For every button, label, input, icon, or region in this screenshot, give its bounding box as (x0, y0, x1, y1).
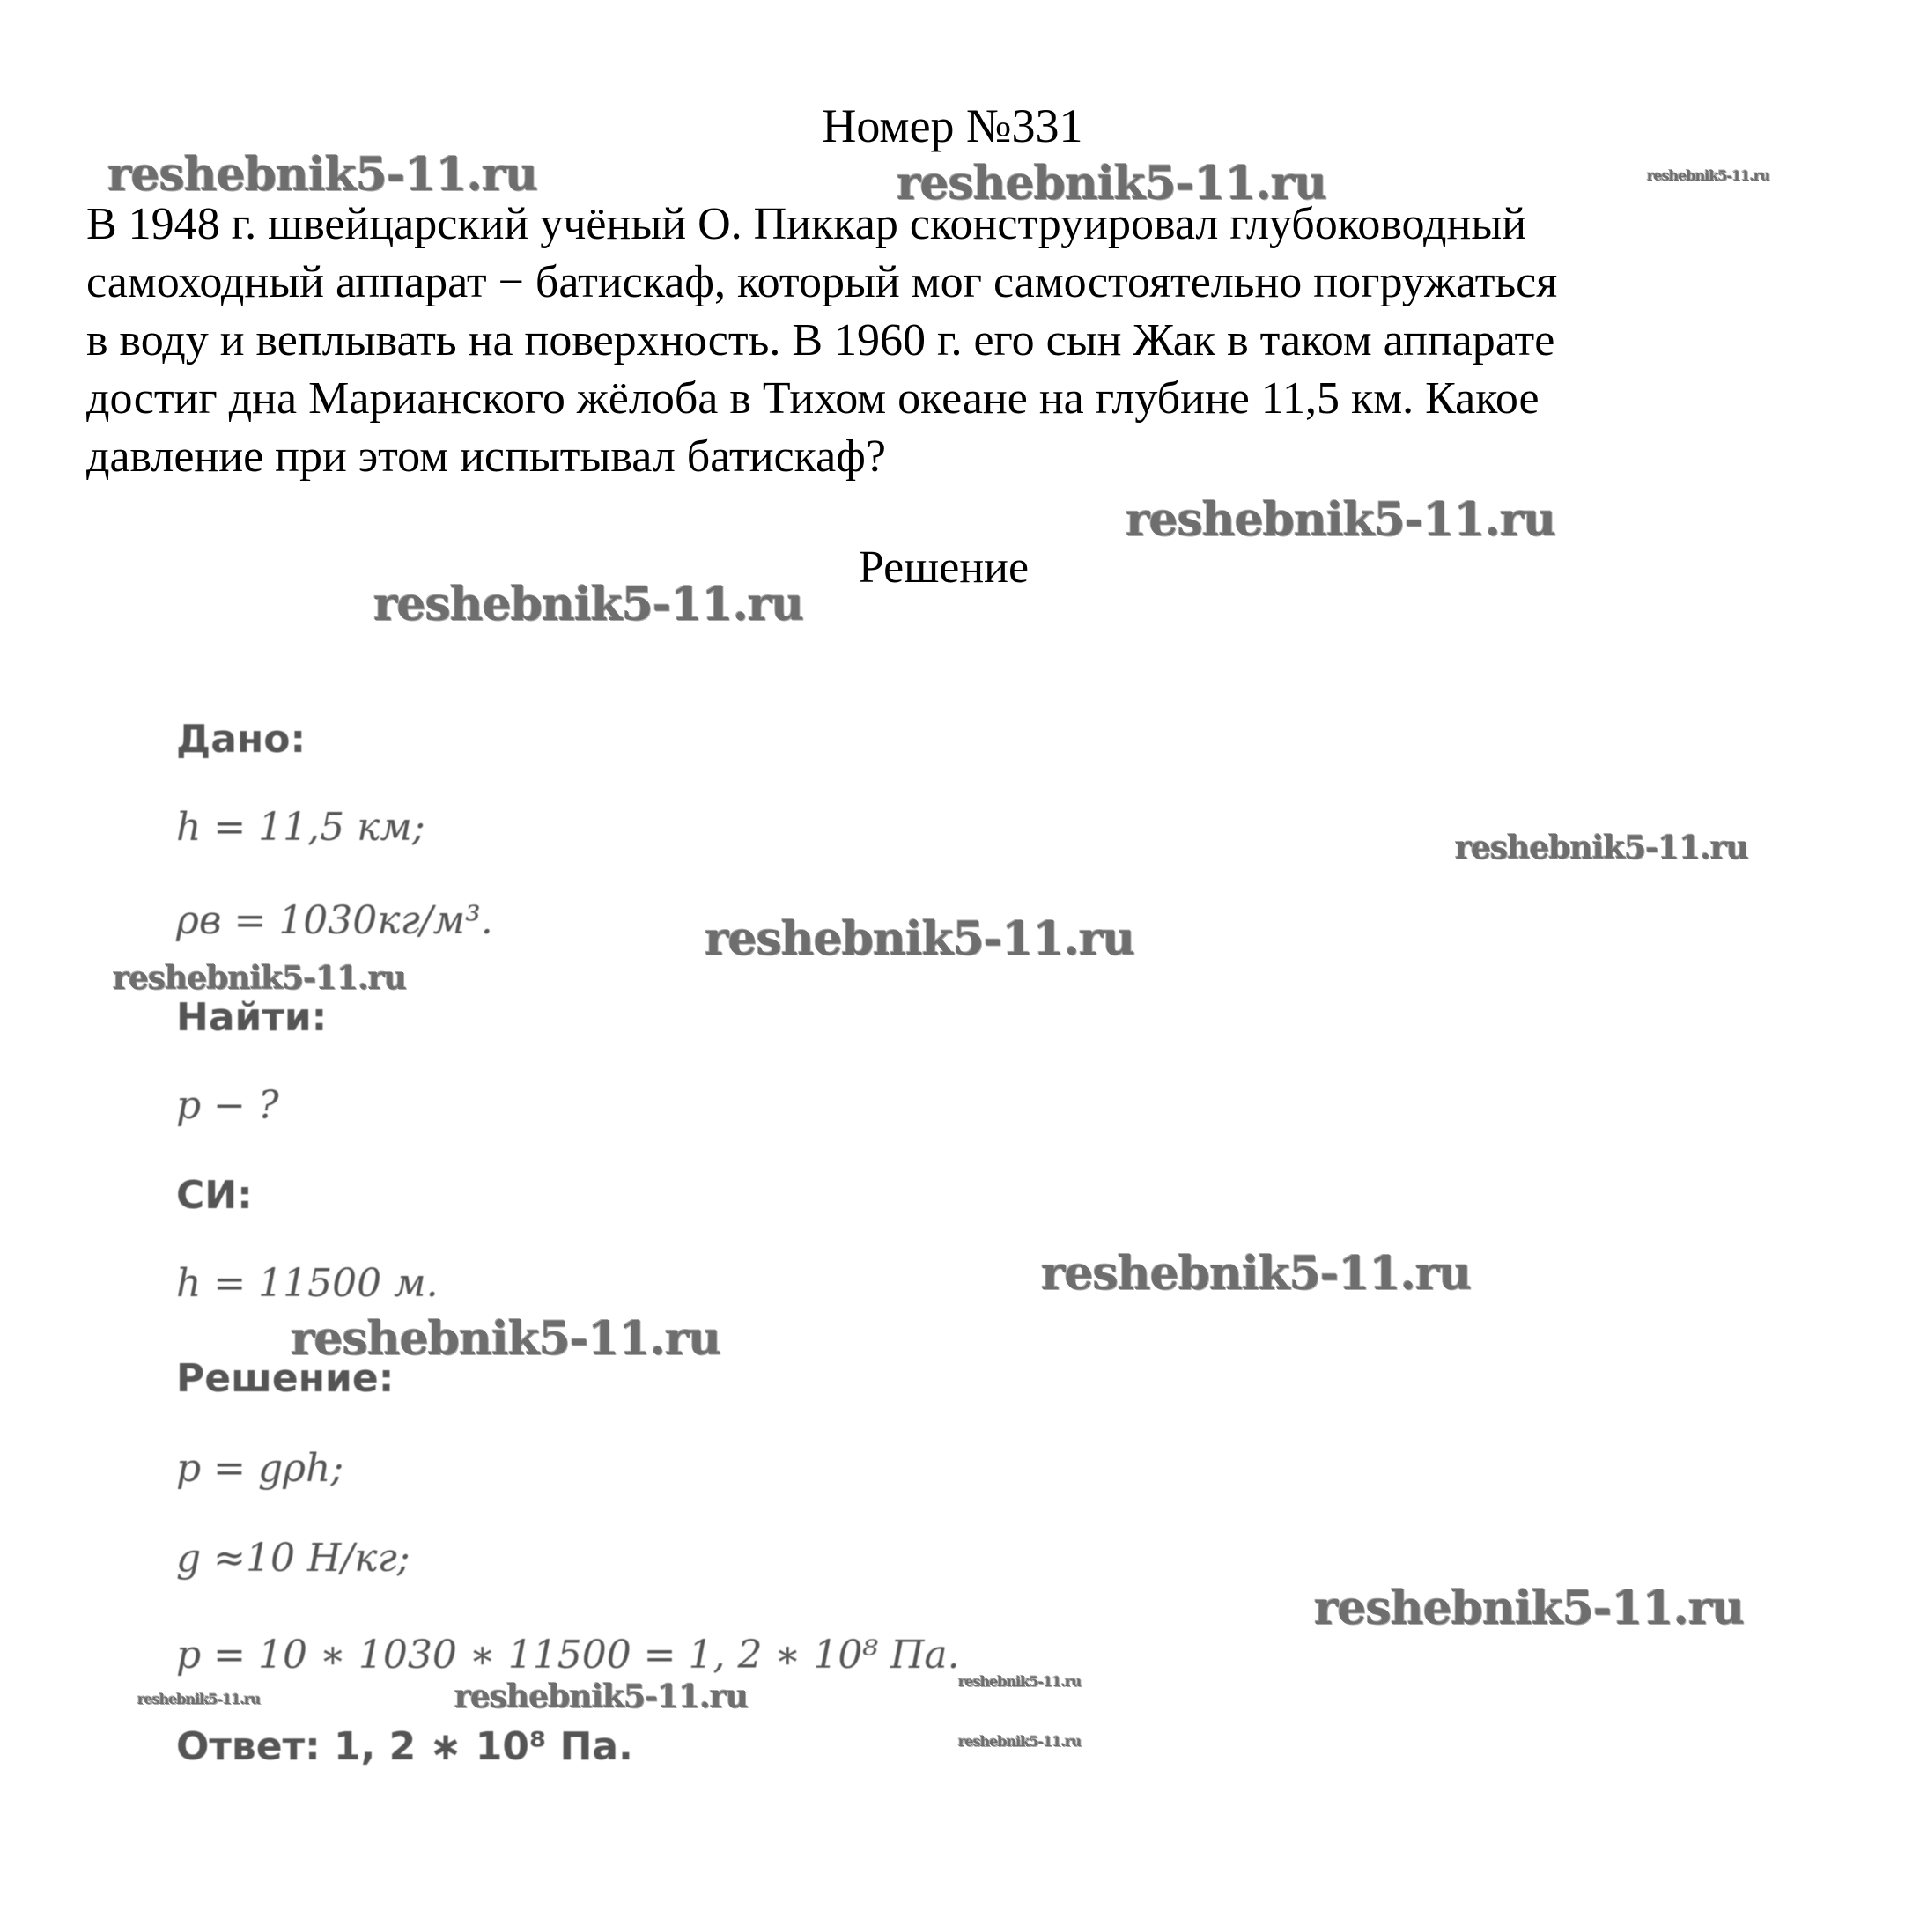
si-depth: h = 11500 м. (176, 1261, 439, 1306)
watermark: reshebnik5-11.ru (373, 578, 804, 631)
pressure-calculation: p = 10 ∗ 1030 ∗ 11500 = 1, 2 ∗ 10⁸ Па. (176, 1633, 960, 1678)
si-label: СИ: (176, 1173, 253, 1218)
watermark: reshebnik5-11.ru (958, 1733, 1082, 1750)
given-depth: h = 11,5 км; (176, 805, 425, 850)
problem-statement: В 1948 г. швейцарский учёный О. Пиккар сконструировал глубоководный самоходный аппарат − батискаф, который мог самостоятельно погружаться в воду и веплывать на поверхность. В 1960 г. его сын Жак в таком аппарате достиг дна Марианского жёлоба в Тихом океане на глубине 11,5 км. Какое давление при этом испытывал батискаф? (86, 199, 1558, 482)
watermark: reshebnik5-11.ru (1647, 167, 1770, 184)
watermark: reshebnik5-11.ru (1126, 493, 1556, 547)
watermark: reshebnik5-11.ru (107, 148, 538, 202)
watermark: reshebnik5-11.ru (291, 1312, 721, 1366)
pressure-formula: p = gρh; (176, 1446, 344, 1491)
watermark: reshebnik5-11.ru (1041, 1247, 1472, 1301)
watermark: reshebnik5-11.ru (705, 912, 1135, 966)
watermark: reshebnik5-11.ru (958, 1673, 1082, 1690)
watermark: reshebnik5-11.ru (454, 1678, 748, 1715)
gravity-value: g ≈10 Н/кг; (176, 1536, 410, 1581)
answer: Ответ: 1, 2 ∗ 10⁸ Па. (176, 1724, 633, 1769)
find-label: Найти: (176, 995, 328, 1040)
watermark: reshebnik5-11.ru (1314, 1582, 1745, 1635)
watermark: reshebnik5-11.ru (897, 157, 1327, 210)
watermark: reshebnik5-11.ru (1455, 830, 1748, 866)
watermark: reshebnik5-11.ru (113, 960, 406, 997)
given-label: Дано: (176, 717, 306, 762)
solution-label: Решение: (176, 1356, 395, 1401)
problem-title: Номер №331 (822, 100, 1083, 152)
watermark: reshebnik5-11.ru (137, 1691, 261, 1707)
find-pressure: p − ? (176, 1083, 279, 1128)
solution-heading: Решение (858, 542, 1030, 593)
given-density: ρв = 1030кг/м³. (176, 898, 493, 943)
